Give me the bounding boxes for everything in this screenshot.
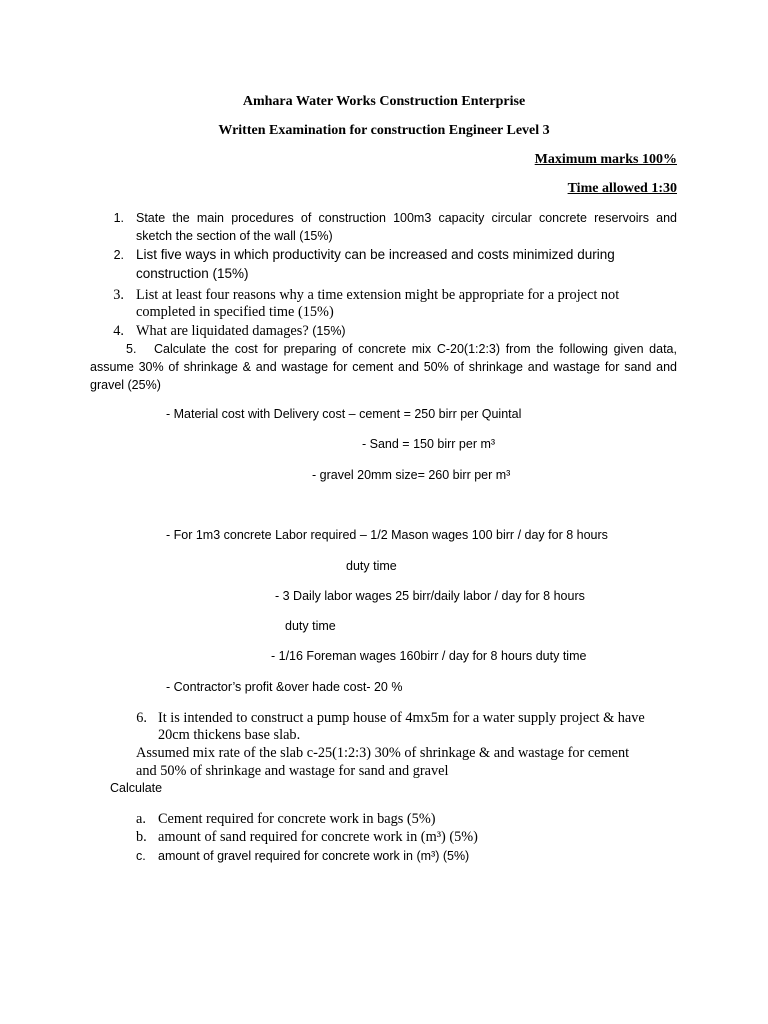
labor-daily: - 3 Daily labor wages 25 birr/daily labor / day for 8 hours <box>275 589 585 603</box>
question-4-marks: (15%) <box>312 324 346 338</box>
subquestion-b-letter: b. <box>136 829 147 845</box>
labor-foreman: - 1/16 Foreman wages 160birr / day for 8 hours duty time <box>271 649 587 663</box>
question-6-line-3: Assumed mix rate of the slab c-25(1:2:3) 30% of shrinkage & and wastage for cement <box>136 745 630 761</box>
subquestion-c-text: amount of gravel required for concrete work in (m³) (5%) <box>158 849 470 863</box>
question-5-line-2: assume 30% of shrinkage & and wastage for cement and 50% of shrinkage and wastage for sand and <box>90 360 677 374</box>
question-3-line-1: List at least four reasons why a time extension might be appropriate for a project not <box>136 287 620 303</box>
question-2-number: 2. <box>113 248 124 262</box>
question-1-line-1: State the main procedures of construction 100m3 capacity circular concrete reservoirs and <box>136 211 677 225</box>
exam-title: Written Examination for construction Engineer Level 3 <box>218 123 550 138</box>
question-6-line-2: 20cm thickens base slab. <box>158 727 301 743</box>
subquestion-c-letter: c. <box>136 849 146 863</box>
question-6-line-1: It is intended to construct a pump house of 4mx5m for a water supply project & have <box>158 710 645 726</box>
question-3-line-2: completed in specified time (15%) <box>136 304 334 320</box>
labor-daily-duty: duty time <box>285 619 336 633</box>
question-4-text <box>136 323 346 340</box>
question-3-number: 3. <box>113 287 124 303</box>
question-1-line-2: sketch the section of the wall (15%) <box>136 229 333 243</box>
question-6-line-4: and 50% of shrinkage and wastage for sand and gravel <box>136 763 449 779</box>
labor-mason: - For 1m3 concrete Labor required – 1/2 Mason wages 100 birr / day for 8 hours <box>166 528 608 542</box>
question-5-line-3: gravel (25%) <box>90 378 161 392</box>
labor-mason-duty: duty time <box>346 559 397 573</box>
time-allowed: Time allowed 1:30 <box>567 181 677 196</box>
question-2-line-1: List five ways in which productivity can be increased and costs minimized during <box>136 247 615 262</box>
subquestion-b-text: amount of sand required for concrete work in (m³) (5%) <box>158 829 478 845</box>
question-1-number: 1. <box>113 211 124 225</box>
question-5-number: 5. <box>126 342 137 356</box>
material-cost-sand: - Sand = 150 birr per m³ <box>362 437 496 451</box>
question-5-line-1: Calculate the cost for preparing of concrete mix C-20(1:2:3) from the following given data, <box>154 342 677 356</box>
question-4-question: What are liquidated damages? <box>136 323 313 339</box>
question-2-line-2: construction (15%) <box>136 266 249 281</box>
question-6-number: 6. <box>136 710 147 726</box>
material-cost-cement: - Material cost with Delivery cost – cement = 250 birr per Quintal <box>166 407 522 421</box>
question-4-number: 4. <box>113 323 124 339</box>
subquestion-a-text: Cement required for concrete work in bags (5%) <box>158 811 436 827</box>
subquestion-a-letter: a. <box>136 811 146 827</box>
maximum-marks: Maximum marks 100% <box>534 152 677 167</box>
material-cost-gravel: - gravel 20mm size= 260 birr per m³ <box>312 468 511 482</box>
calculate-label: Calculate <box>110 781 163 795</box>
organization-title: Amhara Water Works Construction Enterprise <box>242 94 526 109</box>
contractor-profit: - Contractor’s profit &over hade cost- 20 % <box>166 680 403 694</box>
